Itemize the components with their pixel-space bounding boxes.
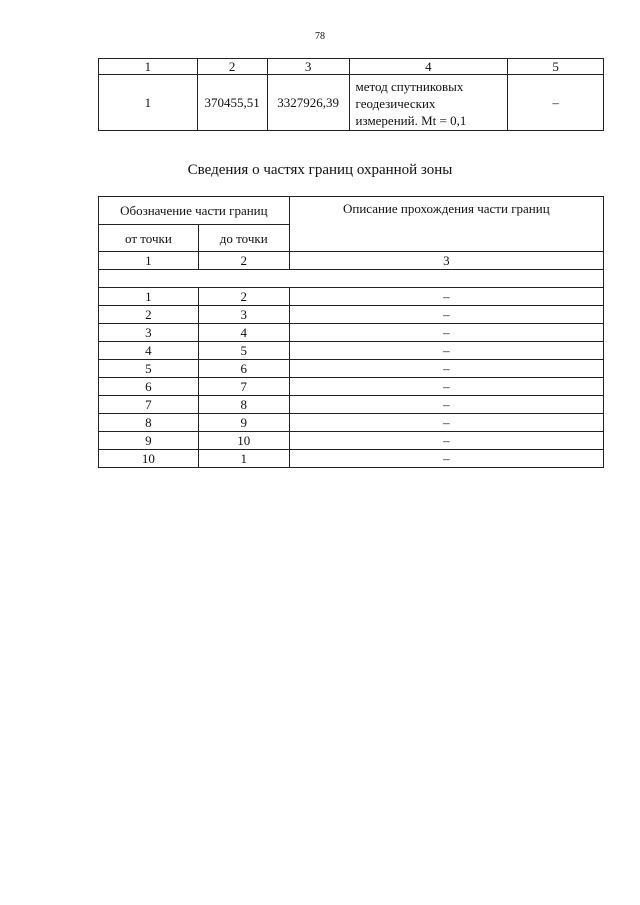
column-number-cell: 1 xyxy=(99,59,198,75)
parts-column-number-row xyxy=(99,252,604,270)
method-line: метод спутниковых xyxy=(355,78,464,94)
description-cell: – xyxy=(289,288,603,306)
column-number-cell: 4 xyxy=(349,59,508,75)
method-line: геодезических xyxy=(355,95,436,111)
column-number-cell: 3 xyxy=(289,252,603,270)
from-point-cell: 1 xyxy=(99,288,199,306)
table-row xyxy=(99,288,604,306)
description-header: Описание прохождения части границ xyxy=(289,197,603,252)
table-row xyxy=(99,360,604,378)
to-point-cell: 2 xyxy=(198,288,289,306)
table-row xyxy=(99,306,604,324)
to-point-cell: 9 xyxy=(198,414,289,432)
blank-cell xyxy=(99,270,604,288)
to-point-cell: 8 xyxy=(198,396,289,414)
from-point-cell: 10 xyxy=(99,450,199,468)
point-number-cell: 1 xyxy=(99,75,198,131)
from-point-cell: 9 xyxy=(99,432,199,450)
parts-blank-row xyxy=(99,270,604,288)
from-point-cell: 8 xyxy=(99,414,199,432)
x-coordinate-cell: 370455,51 xyxy=(197,75,267,131)
section-title: Сведения о частях границ охранной зоны xyxy=(187,162,453,178)
method-line: измерений. Mt = 0,1 xyxy=(355,112,467,128)
description-cell: – xyxy=(289,396,603,414)
to-point-cell: 5 xyxy=(198,342,289,360)
table-row xyxy=(99,342,604,360)
to-point-cell: 6 xyxy=(198,360,289,378)
table-row xyxy=(99,432,604,450)
to-point-cell: 3 xyxy=(198,306,289,324)
from-point-cell: 7 xyxy=(99,396,199,414)
description-cell: – xyxy=(289,360,603,378)
parts-header-row xyxy=(99,197,604,225)
to-point-cell: 1 xyxy=(198,450,289,468)
column-number-cell: 2 xyxy=(198,252,289,270)
column-5-cell: – xyxy=(508,75,604,131)
description-cell: – xyxy=(289,378,603,396)
from-point-cell: 6 xyxy=(99,378,199,396)
coordinates-table xyxy=(98,58,604,131)
from-point-cell: 5 xyxy=(99,360,199,378)
from-point-cell: 2 xyxy=(99,306,199,324)
boundary-designation-header: Обозначение части границ xyxy=(99,197,290,225)
column-number-cell: 3 xyxy=(267,59,349,75)
method-cell xyxy=(349,75,508,131)
description-cell: – xyxy=(289,432,603,450)
from-point-cell: 3 xyxy=(99,324,199,342)
column-number-cell: 2 xyxy=(197,59,267,75)
description-cell: – xyxy=(289,450,603,468)
from-point-header: от точки xyxy=(99,225,199,252)
description-cell: – xyxy=(289,342,603,360)
boundary-parts-table xyxy=(98,196,604,468)
to-point-cell: 10 xyxy=(198,432,289,450)
column-number-cell: 5 xyxy=(508,59,604,75)
coordinates-header-row xyxy=(99,59,604,75)
description-cell: – xyxy=(289,414,603,432)
parts-table-body xyxy=(99,288,604,468)
to-point-cell: 7 xyxy=(198,378,289,396)
to-point-header: до точки xyxy=(198,225,289,252)
table-row xyxy=(99,450,604,468)
table-row xyxy=(99,378,604,396)
from-point-cell: 4 xyxy=(99,342,199,360)
page-number: 78 xyxy=(315,31,325,42)
y-coordinate-cell: 3327926,39 xyxy=(267,75,349,131)
column-number-cell: 1 xyxy=(99,252,199,270)
table-row xyxy=(99,414,604,432)
table-row xyxy=(99,324,604,342)
to-point-cell: 4 xyxy=(198,324,289,342)
description-cell: – xyxy=(289,324,603,342)
table-row xyxy=(99,396,604,414)
description-cell: – xyxy=(289,306,603,324)
coordinates-row xyxy=(99,75,604,131)
